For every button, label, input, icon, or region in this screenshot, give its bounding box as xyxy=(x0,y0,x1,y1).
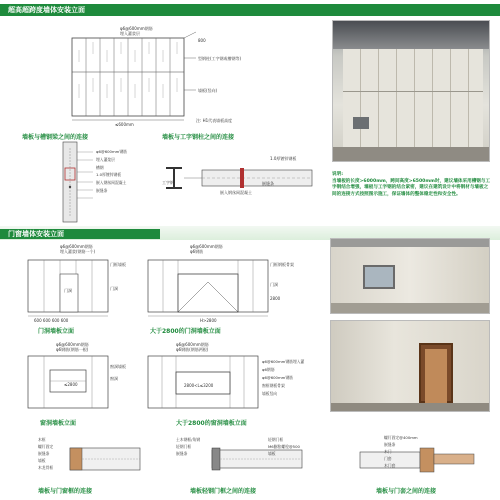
door-top-annotation: φ6@600mm钢筋 xyxy=(60,244,93,249)
lw-label-3: φ6@600mm钢筋 xyxy=(262,375,293,380)
caption-door-casing-connection: 墙板与门套之间的连接 xyxy=(376,488,437,495)
tall-wall-interior-photo xyxy=(332,20,490,162)
window-label-b: 窗洞 xyxy=(110,376,118,381)
dk-label-3: 嵌缝条 xyxy=(176,451,188,456)
note-title: 说明: xyxy=(332,172,344,177)
lw-label-5: 墙板竖向 xyxy=(262,391,278,396)
d2-label-1: 1.0厚镀锌钢板 xyxy=(270,156,297,161)
section-banner-2 xyxy=(0,229,160,239)
dw-label-5: 木龙骨框 xyxy=(38,465,54,470)
large-window-dim: 2800<L≤3200 xyxy=(184,383,214,388)
dw-label-4: 墙板 xyxy=(38,458,46,463)
large-door-top-annotation-2: φ6钢筋 xyxy=(190,249,204,254)
caption-window-frame-connection: 墙板与门窗框的连接 xyxy=(38,488,93,495)
d1-label-4: 1.0厚镀锌钢板 xyxy=(96,172,122,178)
steel-column-annotation: 型钢柱(工字钢或槽钢等) xyxy=(198,56,242,61)
d2-label-3: 嵌缝条 xyxy=(262,181,274,186)
large-window-top-annotation-2: φ6钢筋(钢筋两根) xyxy=(176,347,209,352)
large-door-bottom-dim: H>2800 xyxy=(200,318,217,323)
door-side-label-2: 门洞 xyxy=(110,286,118,291)
window-dim: ≤2800 xyxy=(64,382,78,387)
dk-label-5: M6膨胀螺栓@500 xyxy=(268,444,300,449)
note-body: 当墙板的长度>6000mm，跨间高度>6500mm时，建议墙体采用槽钢与工字钢结合增强，墙板与工字钢的结合紧密，建议在建筑设计中将钢材与墙板之间的连接方式按照图示施工，保证墙体的整体稳定性和安全性。 xyxy=(332,178,491,197)
window-wall-photo xyxy=(330,238,490,314)
door-center-label: 门洞 xyxy=(64,288,72,293)
large-door-top-annotation: φ6@600mm钢筋 xyxy=(190,244,223,249)
d1-label-6: 嵌缝条 xyxy=(96,187,108,193)
d2-label-4: 嵌入钢丝网混凝土 xyxy=(220,190,252,195)
dd-label-1: 螺钉固定@400mm xyxy=(384,435,418,440)
door-bottom-dims: 600 600 600 600 xyxy=(34,318,69,323)
d1-label-5: 嵌入钢丝网混凝土 xyxy=(96,180,127,186)
window-frame-detail-drawing xyxy=(40,440,150,480)
window-label-a: 窗洞墙板 xyxy=(110,364,126,369)
caption-large-window-elevation: 大于2800的窗洞墙板立面 xyxy=(176,420,247,427)
lw-label-2: φ6钢筋 xyxy=(262,367,275,372)
dk-label-2: 轻钢门框 xyxy=(176,444,192,449)
window-elevation-drawing xyxy=(28,352,128,412)
large-window-top-annotation: φ6@600mm钢筋 xyxy=(176,342,209,347)
door-side-label: 门框墙板 xyxy=(110,262,126,267)
large-door-side-label: 门框钢板骨架 xyxy=(270,262,294,267)
large-window-labels xyxy=(262,358,304,398)
anchor-annotation: φ6@600mm钢筋 xyxy=(120,26,153,31)
explanation-note xyxy=(332,172,492,198)
lw-label-1: φ6@600mm钢筋埋入灌 xyxy=(262,359,305,364)
caption-steel-beam-connection: 墙板与槽钢梁之间的连接 xyxy=(22,134,89,141)
section-banner-1 xyxy=(0,4,500,16)
height-note: 注: H1代表墙板高度 xyxy=(196,118,233,123)
wallboard-annotation: 墙板(竖向) xyxy=(198,88,218,93)
section-title-1: 超高超跨度墙体安装立面 xyxy=(8,6,85,14)
dw-label-2: 螺钉固定 xyxy=(38,444,54,449)
dd-label-3: 木门 xyxy=(384,449,392,454)
door-casing-detail-drawing xyxy=(350,440,490,480)
caption-keel-door-connection: 墙板轻钢门框之间的连接 xyxy=(190,488,257,495)
dw-label-1: 木框 xyxy=(38,437,46,442)
section-title-2: 门窗墙体安装立面 xyxy=(8,230,64,238)
large-door-elevation-drawing xyxy=(148,254,281,318)
bottom-dimension: ≤600mm xyxy=(115,122,134,127)
keel-door-labels xyxy=(176,436,200,457)
d1-label-3: 槽钢 xyxy=(96,164,104,170)
caption-large-door-elevation: 大于2800的门洞墙板立面 xyxy=(150,328,221,335)
anchor-annotation-2: 埋入灌浆层 xyxy=(120,31,140,36)
lw-label-4: 窗框钢板骨架 xyxy=(262,383,285,388)
caption-window-elevation: 窗洞墙板立面 xyxy=(40,420,77,427)
d1-label-1: φ6@600mm钢筋 xyxy=(96,149,127,154)
dk-label-1: 土木钢框/角钢 xyxy=(176,437,201,442)
large-door-side-label-2: 门洞 xyxy=(270,282,278,287)
keel-door-labels-right xyxy=(268,436,300,457)
dk-label-4: 轻钢门框 xyxy=(268,437,284,442)
door-wall-photo xyxy=(330,320,490,412)
dd-label-4: 门套 xyxy=(384,456,392,461)
dk-label-6: 墙板 xyxy=(268,451,276,456)
dw-label-3: 嵌缝条 xyxy=(38,451,50,456)
window-frame-labels xyxy=(38,436,53,471)
window-top-annotation: φ6@600mm钢筋 xyxy=(56,342,89,347)
door-casing-labels xyxy=(384,434,418,469)
d2-label-2: 工字钢 xyxy=(162,180,174,185)
tall-wall-elevation-drawing xyxy=(72,28,212,123)
large-door-dim-right: 2800 xyxy=(270,296,281,301)
large-window-elevation-drawing xyxy=(148,352,278,412)
caption-i-beam-connection: 墙板与工字钢柱之间的连接 xyxy=(162,134,235,141)
caption-door-elevation: 门洞墙板立面 xyxy=(38,328,75,335)
channel-detail-labels xyxy=(96,148,127,195)
label-800: 800 xyxy=(198,38,206,43)
dd-label-5: 木门套 xyxy=(384,463,396,468)
window-top-annotation-2: φ6钢筋(钢筋一根) xyxy=(56,347,89,352)
channel-beam-detail-drawing xyxy=(55,142,95,222)
d1-label-2: 埋入灌浆层 xyxy=(96,156,115,162)
door-top-annotation-2: 埋入灌浆(钢筋一个) xyxy=(60,249,96,254)
dd-label-2: 嵌缝条 xyxy=(384,442,396,447)
